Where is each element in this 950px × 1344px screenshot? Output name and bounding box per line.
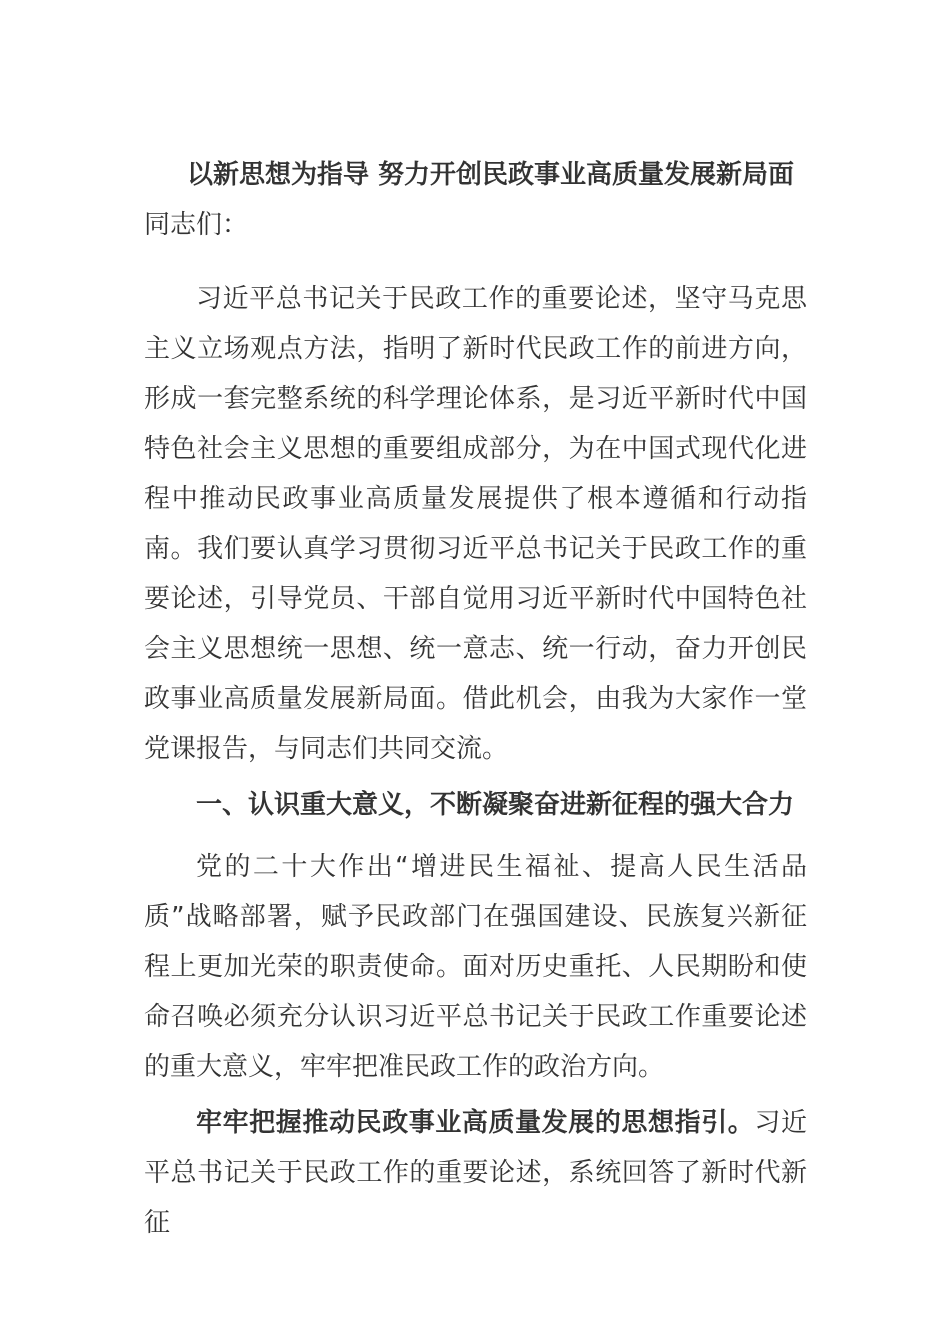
- section-heading-1: 一、认识重大意义，不断凝聚奋进新征程的强大合力: [196, 790, 795, 820]
- section-1-paragraph: 党的二十大作出“增进民生福祉、提高人民生活品质”战略部署，赋予民政部门在强国建设、民族复兴新征程上更加光荣的职责使命。面对历史重托、人民期盼和使命召唤必须充分认识习近平总书记关于民政工作重要论述的重大意义，牢牢把准民政工作的政治方向。: [144, 852, 807, 1082]
- intro-paragraph: 习近平总书记关于民政工作的重要论述，坚守马克思主义立场观点方法，指明了新时代民政工作的前进方向，形成一套完整系统的科学理论体系，是习近平新时代中国特色社会主义思想的重要组成部分，为在中国式现代化进程中推动民政事业高质量发展提供了根本遵循和行动指南。我们要认真学习贯彻习近平总书记关于民政工作的重要论述，引导党员、干部自觉用习近平新时代中国特色社会主义思想统一思想、统一意志、统一行动，奋力开创民政事业高质量发展新局面。借此机会，由我为大家作一堂党课报告，与同志们共同交流。: [144, 284, 807, 764]
- point-1-text: 习近平总书记关于民政工作的重要论述，系统回答了新时代新征: [144, 1108, 807, 1238]
- document-body: [144, 150, 807, 1248]
- salutation: 同志们：: [144, 210, 249, 240]
- point-1-paragraph: [144, 1098, 807, 1248]
- document-title: 以新思想为指导 努力开创民政事业高质量发展新局面: [186, 160, 795, 190]
- point-1-lead: 牢牢把握推动民政事业高质量发展的思想指引。: [196, 1108, 755, 1138]
